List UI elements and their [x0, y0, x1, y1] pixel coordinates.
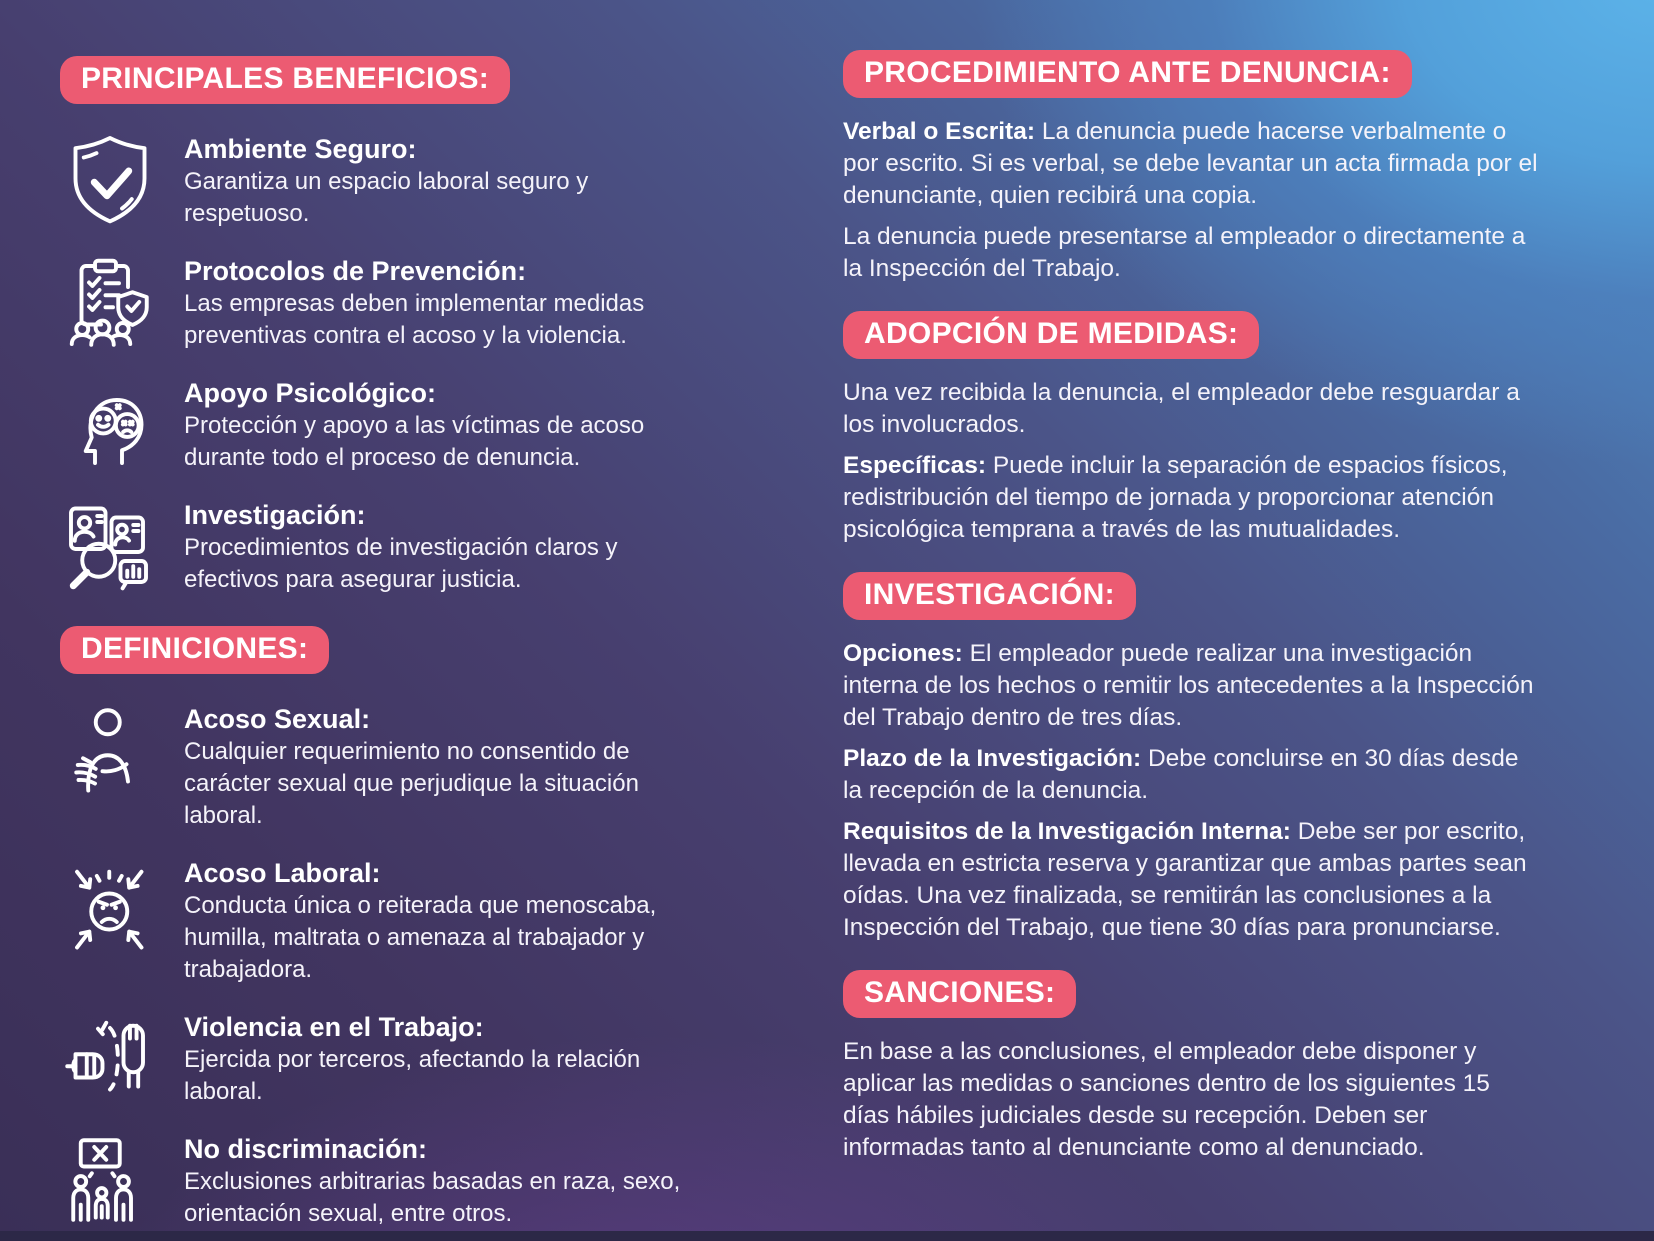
paragraph: [843, 816, 1543, 944]
workplace-violence-icon: [60, 1010, 160, 1106]
no-discrimination-icon: [60, 1132, 160, 1228]
item-title: No discriminación:: [184, 1134, 428, 1164]
paragraph-lead: Verbal o Escrita:: [843, 118, 1036, 145]
section-investigacion: [843, 572, 1549, 944]
item-body: [184, 702, 689, 832]
left-column: [60, 56, 732, 1230]
section-header-badge: INVESTIGACIÓN:: [843, 572, 1136, 620]
paragraph: [843, 377, 1543, 441]
item-title: Acoso Sexual:: [184, 704, 371, 734]
paragraph-lead: Opciones:: [843, 640, 963, 667]
section-header-badge: PROCEDIMIENTO ANTE DENUNCIA:: [843, 50, 1412, 98]
paragraph-text: En base a las conclusiones, el empleador debe disponer y aplicar las medidas o sanciones dentro de los siguientes 15 días hábiles judiciales desde su recepción. Deben ser informadas tanto al denunciante como al denunciado.: [843, 1038, 1490, 1161]
list-item: [60, 254, 732, 352]
item-body: [184, 1010, 689, 1108]
right-column: [843, 50, 1549, 1190]
section-principales-beneficios: [60, 56, 732, 596]
item-text: Garantiza un espacio laboral seguro y respetuoso.: [184, 168, 589, 227]
section-header-badge: PRINCIPALES BENEFICIOS:: [60, 56, 510, 104]
item-text: Protección y apoyo a las víctimas de acoso durante todo el proceso de denuncia.: [184, 412, 645, 471]
paragraph-lead: Específicas:: [843, 452, 986, 479]
list-item: [60, 1010, 732, 1108]
bottom-edge-bar: [0, 1231, 1654, 1241]
item-body: [184, 132, 689, 230]
paragraph: [843, 1036, 1543, 1164]
item-title: Ambiente Seguro:: [184, 134, 417, 164]
list-item: [60, 1132, 732, 1230]
paragraph-text: La denuncia puede presentarse al empleador o directamente a la Inspección del Trabajo.: [843, 223, 1526, 282]
item-text: Conducta única o reiterada que menoscaba, humilla, maltrata o amenaza al trabajador y trabajadora.: [184, 892, 657, 983]
paragraph: [843, 450, 1543, 546]
section-header-badge: SANCIONES:: [843, 970, 1076, 1018]
workplace-harassment-icon: [60, 856, 160, 952]
section-header-badge: ADOPCIÓN DE MEDIDAS:: [843, 311, 1259, 359]
item-text: Ejercida por terceros, afectando la relación laboral.: [184, 1046, 641, 1105]
benefits-list: [60, 132, 732, 596]
definitions-list: [60, 702, 732, 1230]
list-item: [60, 702, 732, 832]
item-text: Exclusiones arbitrarias basadas en raza, sexo, orientación sexual, entre otros.: [184, 1168, 681, 1227]
paragraph: [843, 638, 1543, 734]
section-definiciones: [60, 626, 732, 1230]
item-body: [184, 498, 689, 596]
item-body: [184, 376, 689, 474]
item-body: [184, 856, 689, 986]
investigation-icon: [60, 498, 160, 594]
paragraph-text: Debe ser por escrito, llevada en estricta reserva y garantizar que ambas partes sean oídas. Una vez finalizada, se remitirán las conclusiones a la Inspección del Trabajo, que tiene 30 días para pronunciarse.: [843, 818, 1527, 941]
item-title: Acoso Laboral:: [184, 858, 381, 888]
item-title: Violencia en el Trabajo:: [184, 1012, 484, 1042]
list-item: [60, 856, 732, 986]
paragraph-text: Una vez recibida la denuncia, el empleador debe resguardar a los involucrados.: [843, 379, 1520, 438]
item-title: Investigación:: [184, 500, 366, 530]
paragraph: [843, 743, 1543, 807]
sexual-harassment-icon: [60, 702, 160, 798]
item-text: Cualquier requerimiento no consentido de carácter sexual que perjudique la situación laboral.: [184, 738, 639, 829]
paragraph-lead: Plazo de la Investigación:: [843, 745, 1142, 772]
item-text: Procedimientos de investigación claros y efectivos para asegurar justicia.: [184, 534, 618, 593]
list-item: [60, 498, 732, 596]
item-body: [184, 254, 689, 352]
paragraph-text: El empleador puede realizar una investigación interna de los hechos o remitir los antecedentes a la Inspección del Trabajo dentro de tres días.: [843, 640, 1534, 731]
section-header-badge: DEFINICIONES:: [60, 626, 329, 674]
item-title: Protocolos de Prevención:: [184, 256, 527, 286]
paragraph: [843, 221, 1543, 285]
paragraph: [843, 116, 1543, 212]
shield-check-icon: [60, 132, 160, 228]
item-title: Apoyo Psicológico:: [184, 378, 437, 408]
psychological-support-icon: [60, 376, 160, 472]
paragraph-text: Puede incluir la separación de espacios físicos, redistribución del tiempo de jornada y proporcionar atención psicológica temprana a través de las mutualidades.: [843, 452, 1508, 543]
paragraph-text: La denuncia puede hacerse verbalmente o por escrito. Si es verbal, se debe levantar un acta firmada por el denunciante, quien recibirá una copia.: [843, 118, 1538, 209]
section-adopcion-de-medidas: [843, 311, 1549, 546]
list-item: [60, 132, 732, 230]
item-body: [184, 1132, 689, 1230]
section-procedimiento-ante-denuncia: [843, 50, 1549, 285]
list-item: [60, 376, 732, 474]
paragraph-text: Debe concluirse en 30 días desde la recepción de la denuncia.: [843, 745, 1519, 804]
item-text: Las empresas deben implementar medidas preventivas contra el acoso y la violencia.: [184, 290, 645, 349]
prevention-checklist-icon: [60, 254, 160, 350]
paragraph-lead: Requisitos de la Investigación Interna:: [843, 818, 1291, 845]
section-sanciones: [843, 970, 1549, 1164]
